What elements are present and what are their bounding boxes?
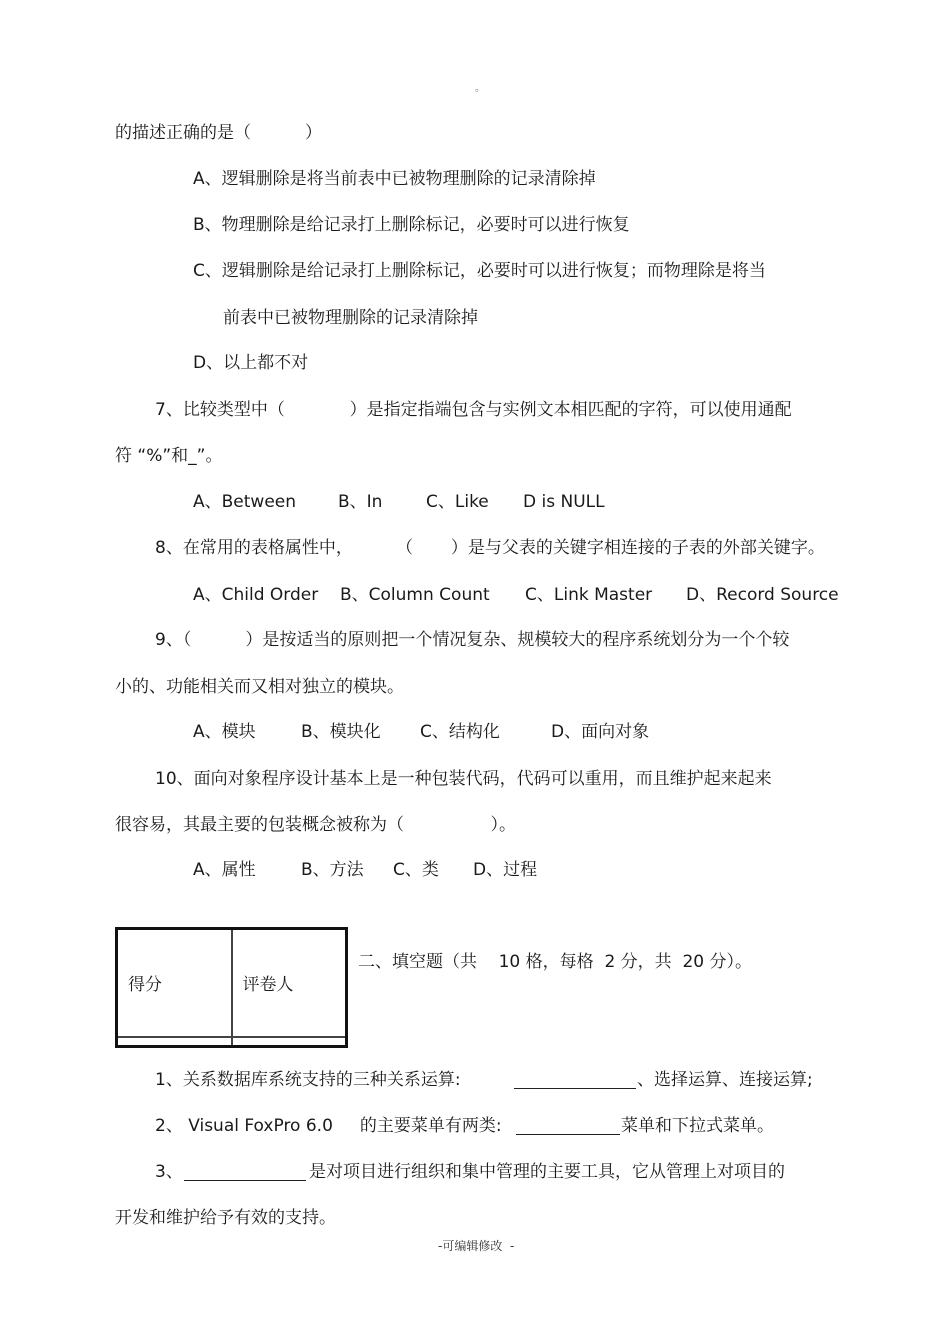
section-title: 二、填空题（共 10 格，每格 2 分，共 20 分）。: [358, 952, 753, 972]
grader-header: 评卷人: [232, 929, 347, 1037]
q10-option-b: B、方法: [301, 860, 364, 880]
fill-3-number: 3、: [155, 1162, 183, 1182]
fill-2-after: 菜单和下拉式菜单。: [621, 1116, 774, 1136]
q8-option-c: C、Link Master: [525, 585, 653, 605]
score-cell: [117, 1037, 232, 1047]
q6-option-d: D、以上都不对: [193, 353, 309, 373]
fill-1-after: 、选择运算、连接运算;: [637, 1070, 813, 1090]
fill-3-blank: [184, 1162, 306, 1181]
fill-2-blank: [516, 1116, 620, 1135]
q8-option-d: D、Record Source: [686, 585, 839, 605]
q7-option-b: B、In: [338, 492, 383, 512]
q10-option-c: C、类: [393, 860, 439, 880]
q9-option-a: A、模块: [193, 722, 256, 742]
score-table: [115, 927, 348, 1048]
grader-cell: [232, 1037, 347, 1047]
q9-stem-cont: 小的、功能相关而又相对独立的模块。: [115, 677, 404, 697]
q10-stem: 10、面向对象程序设计基本上是一种包装代码，代码可以重用，而且维护起来起来: [155, 769, 772, 789]
q7-option-a: A、Between: [193, 492, 297, 512]
q10-stem-cont: 很容易，其最主要的包装概念被称为（ ）。: [115, 815, 516, 835]
q9-option-d: D、面向对象: [551, 722, 650, 742]
fill-2-text: 2、 Visual FoxPro 6.0 的主要菜单有两类:: [155, 1116, 502, 1136]
q7-option-c: C、Like: [426, 492, 489, 512]
q6-stem: 的描述正确的是（ ）: [115, 123, 323, 143]
q9-stem: 9、（ ）是按适当的原则把一个情况复杂、规模较大的程序系统划分为一个个较: [155, 630, 790, 650]
q10-option-d: D、过程: [473, 860, 538, 880]
q10-option-a: A、属性: [193, 860, 256, 880]
q8-option-a: A、Child Order: [193, 585, 319, 605]
q7-stem-cont: 符 “%”和_”。: [115, 446, 223, 466]
q6-option-b: B、物理删除是给记录打上删除标记，必要时可以进行恢复: [193, 215, 630, 235]
fill-1-blank: [514, 1070, 636, 1089]
page-footer: -可编辑修改 -: [438, 1239, 515, 1253]
q7-option-d: D is NULL: [523, 492, 605, 512]
header-mark: 。: [475, 83, 485, 94]
q6-option-a: A、逻辑删除是将当前表中已被物理删除的记录清除掉: [193, 169, 596, 189]
q9-option-b: B、模块化: [301, 722, 381, 742]
score-header: 得分: [117, 929, 232, 1037]
q8-stem: 8、在常用的表格属性中， （ ）是与父表的关键字相连接的子表的外部关键字。: [155, 538, 825, 558]
q7-stem: 7、比较类型中（ ）是指定指端包含与实例文本相匹配的字符，可以使用通配: [155, 400, 792, 420]
q6-option-c: C、逻辑删除是给记录打上删除标记，必要时可以进行恢复；而物理除是将当: [193, 261, 766, 281]
q8-option-b: B、Column Count: [340, 585, 490, 605]
fill-3-after: 是对项目进行组织和集中管理的主要工具，它从管理上对项目的: [309, 1162, 785, 1182]
q9-option-c: C、结构化: [420, 722, 500, 742]
fill-3-cont: 开发和维护给予有效的支持。: [115, 1208, 336, 1228]
fill-1-text: 1、关系数据库系统支持的三种关系运算:: [155, 1070, 461, 1090]
q6-option-c-cont: 前表中已被物理删除的记录清除掉: [223, 308, 478, 328]
